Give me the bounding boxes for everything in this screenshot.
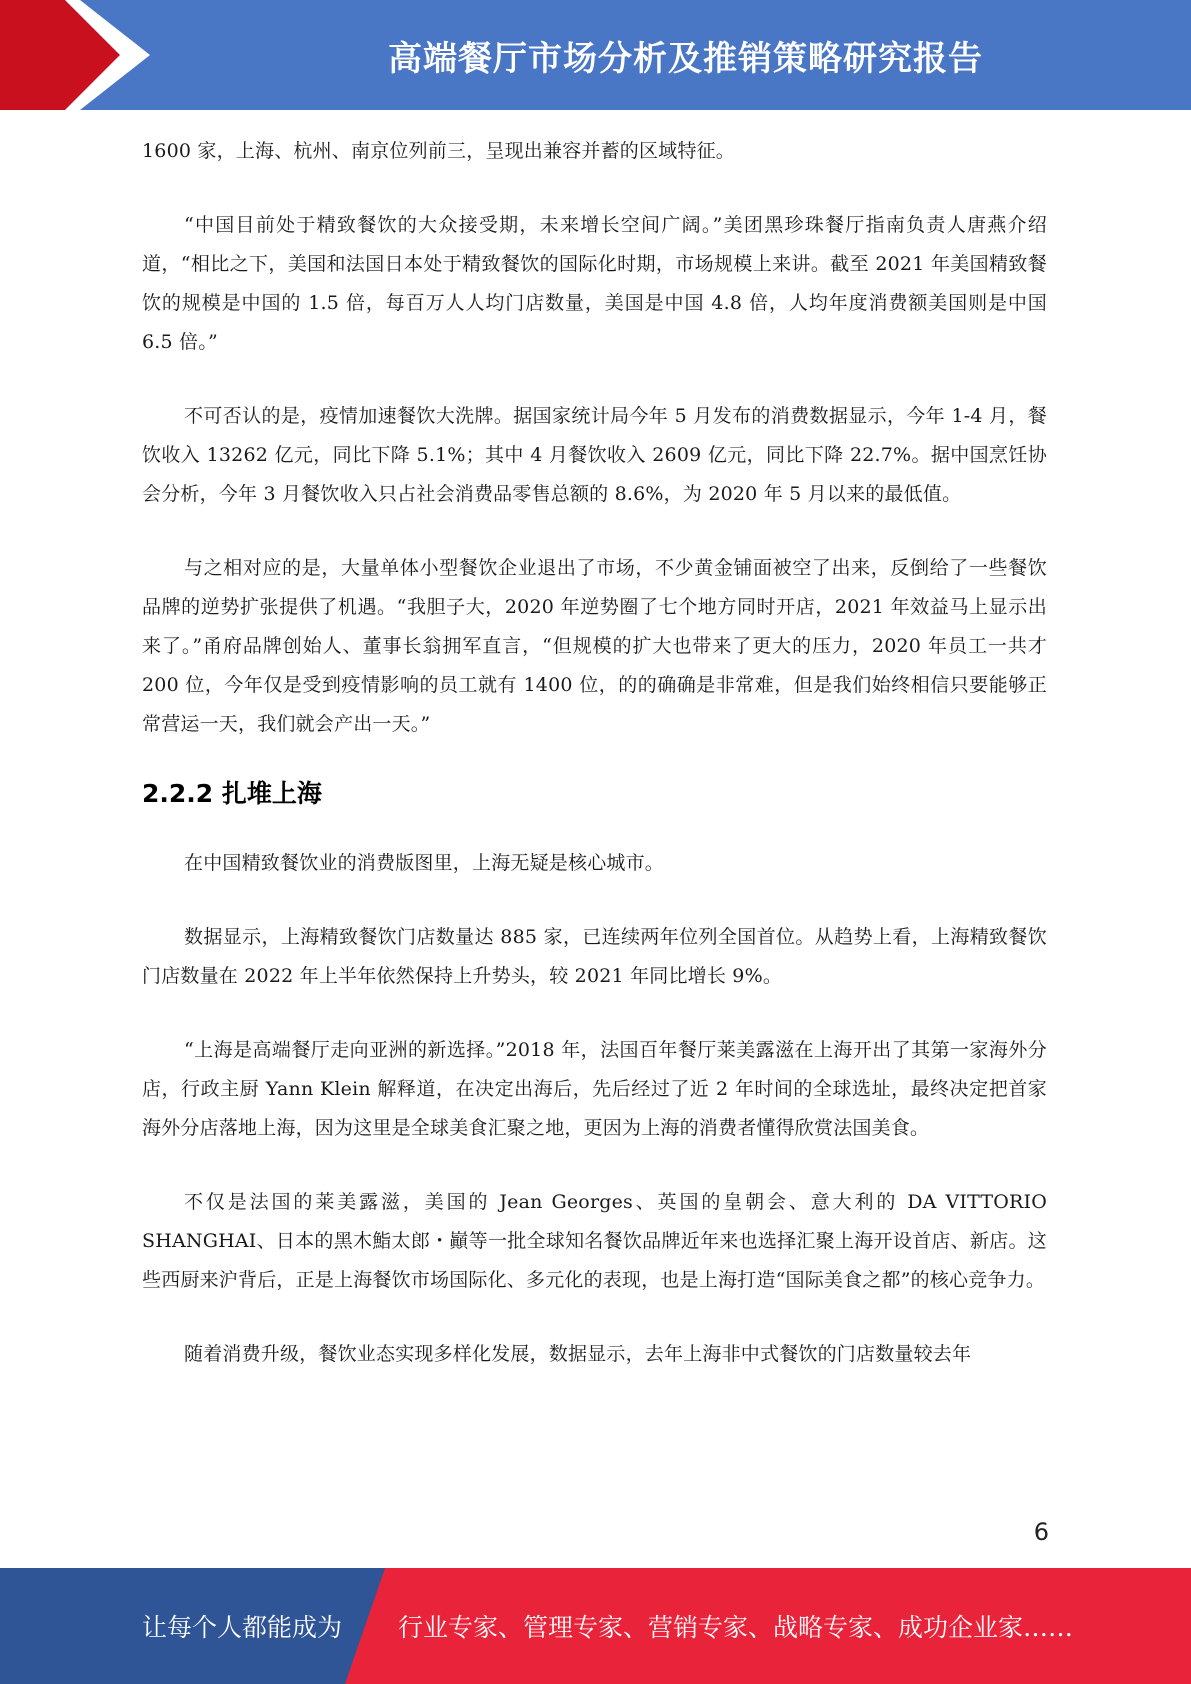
paragraph: 不仅是法国的莱美露滋，美国的 Jean Georges、英国的皇朝会、意大利的 DA VITTORIO SHANGHAI、日本的黑木鮨太郎・巓等一批全球知名餐饮品牌近年来也选择汇聚上海开设首店、新店。这些西厨来沪背后，正是上海餐饮市场国际化、多元化的表现，也是上海打造“国际美食之都”的核心竞争力。 — [142, 1191, 1047, 1291]
paragraph: “中国目前处于精致餐饮的大众接受期，未来增长空间广阔。”美团黑珍珠餐厅指南负责人唐燕介绍道，“相比之下，美国和法国日本处于精致餐饮的国际化时期，市场规模上来讲。截至 2021 年美国精致餐饮的规模是中国的 1.5 倍，每百万人人均门店数量，美国是中国 4.8 倍，人均年度消费额美国则是中国 6.5 倍。” — [142, 214, 1047, 353]
paragraph: 与之相对应的是，大量单体小型餐饮企业退出了市场，不少黄金铺面被空了出来，反倒给了一些餐饮品牌的逆势扩张提供了机遇。“我胆子大，2020 年逆势圈了七个地方同时开店，2021 年效益马上显示出来了。”甬府品牌创始人、董事长翁拥军直言，“但规模的扩大也带来了更大的压力，2020 年员工一共才 200 位，今年仅是受到疫情影响的员工就有 1400 位，的的确确是非常难，但是我们始终相信只要能够正常营运一天，我们就会产出一天。” — [142, 557, 1047, 735]
paragraph: 数据显示，上海精致餐饮门店数量达 885 家，已连续两年位列全国首位。从趋势上看，上海精致餐饮门店数量在 2022 年上半年依然保持上升势头，较 2021 年同比增长 9%。 — [142, 926, 1047, 987]
paragraph: “上海是高端餐厅走向亚洲的新选择。”2018 年，法国百年餐厅莱美露滋在上海开出了其第一家海外分店，行政主厨 Yann Klein 解释道，在决定出海后，先后经过了近 2 年时间的全球选址，最终决定把首家海外分店落地上海，因为这里是全球美食汇聚之地，更因为上海的消费者懂得欣赏法国美食。 — [142, 1039, 1047, 1139]
paragraph: 在中国精致餐饮业的消费版图里，上海无疑是核心城市。 — [184, 852, 665, 874]
footer-slogan-right: 行业专家、管理专家、营销专家、战略专家、成功企业家…… — [398, 1613, 1074, 1642]
section-heading: 2.2.2 扎堆上海 — [142, 779, 322, 808]
footer-slogan-left: 让每个人都能成为 — [142, 1613, 343, 1642]
page-number: 6 — [1033, 1518, 1049, 1546]
paragraph: 不可否认的是，疫情加速餐饮大洗牌。据国家统计局今年 5 月发布的消费数据显示，今年 1-4 月，餐饮收入 13262 亿元，同比下降 5.1%；其中 4 月餐饮收入 2609 亿元，同比下降 22.7%。据中国烹饪协会分析，今年 3 月餐饮收入只占社会消费品零售总额的 8.6%，为 2020 年 5 月以来的最低值。 — [142, 405, 1047, 505]
report-title: 高端餐厅市场分析及推销策略研究报告 — [388, 38, 983, 79]
paragraph: 1600 家，上海、杭州、南京位列前三，呈现出兼容并蓄的区域特征。 — [142, 140, 735, 162]
paragraph: 随着消费升级，餐饮业态实现多样化发展，数据显示，去年上海非中式餐饮的门店数量较去年 — [184, 1343, 972, 1365]
page-header — [0, 0, 1191, 110]
page-footer — [0, 1568, 1191, 1684]
document-body — [142, 132, 1047, 1374]
